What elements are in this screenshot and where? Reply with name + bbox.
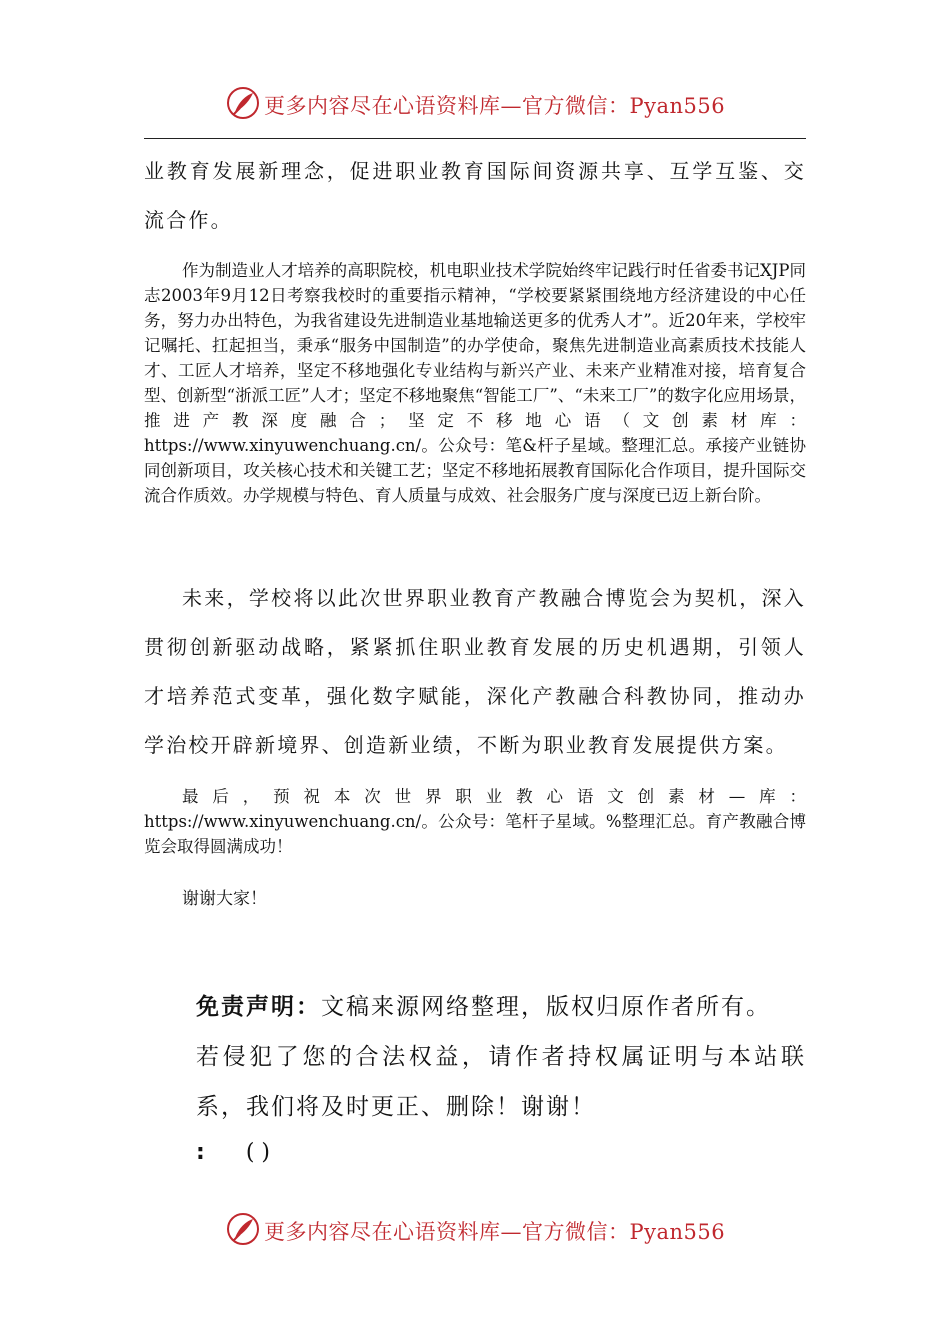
paragraph-2: 作为制造业人才培养的高职院校，机电职业技术学院始终牢记践行时任省委书记XJP同志2003年9月12日考察我校时的重要指示精神，“学校要紧紧围绕地方经济建设的中心任务，努力办出特色，为我省建设先进制造业基地输送更多的优秀人才”。近20年来，学校牢记嘱托、扛起担当，秉承“服务中国制造”的办学使命，聚焦先进制造业高素质技术技能人才、工匠人才培养，坚定不移地强化专业结构与新兴产业、未来产业精准对接，培育复合型、创新型“浙派工匠”人才；坚定不移地聚焦“智能工厂”、“未来工厂”的数字化应用场景，推进产教深度融合；坚定不移地心语（文创素材库：https://www.xinyuwenchuang.cn/。公众号：笔&杆子星域。整理汇总。承接产业链协同创新项目，攻关核心技术和关键工艺；坚定不移地拓展教育国际化合作项目，提升国际交流合作质效。办学规模与特色、育人质量与成效、社会服务广度与深度已迈上新台阶。 <box>144 261 806 505</box>
disclaimer-text-1: 文稿来源网络整理，版权归原作者所有。 <box>321 994 771 1020</box>
paragraph-1: 业教育发展新理念，促进职业教育国际间资源共享、互学互鉴、交流合作。 <box>144 159 806 232</box>
header-banner <box>0 84 950 124</box>
footer-banner-text: 更多内容尽在心语资料库—官方微信：Pyan556 <box>264 1220 726 1244</box>
header-banner-text: 更多内容尽在心语资料库—官方微信：Pyan556 <box>264 94 726 118</box>
paragraph-3: 未来，学校将以此次世界职业教育产教融合博览会为契机，深入贯彻创新驱动战略，紧紧抓住职业教育发展的历史机遇期，引领人才培养范式变革，强化数字赋能，深化产教融合科教协同，推动办学治校开辟新境界、创造新业绩，不断为职业教育发展提供方案。 <box>144 586 806 757</box>
empty-parentheses: ( ) <box>245 1140 270 1165</box>
colon-row <box>196 1140 270 1165</box>
disclaimer-label: 免责声明： <box>196 994 321 1020</box>
header-divider <box>144 138 806 139</box>
footer-banner <box>0 1210 950 1250</box>
paragraph-thanks: 谢谢大家！ <box>182 889 267 909</box>
disclaimer-line-1 <box>144 982 806 1032</box>
colon-mark: : <box>196 1140 205 1165</box>
paragraph-4: 最后，预祝本次世界职业教心语文创素材—库：https://www.xinyuwenchuang.cn/。公众号：笔杆子星域。%整理汇总。育产教融合博览会取得圆满成功！ <box>144 787 806 856</box>
disclaimer-text-2: 若侵犯了您的合法权益，请作者持权属证明与本站联系，我们将及时更正、删除！谢谢！ <box>196 1044 806 1120</box>
disclaimer <box>144 982 806 1132</box>
quill-logo-icon <box>226 86 260 120</box>
quill-logo-icon <box>226 1212 260 1246</box>
